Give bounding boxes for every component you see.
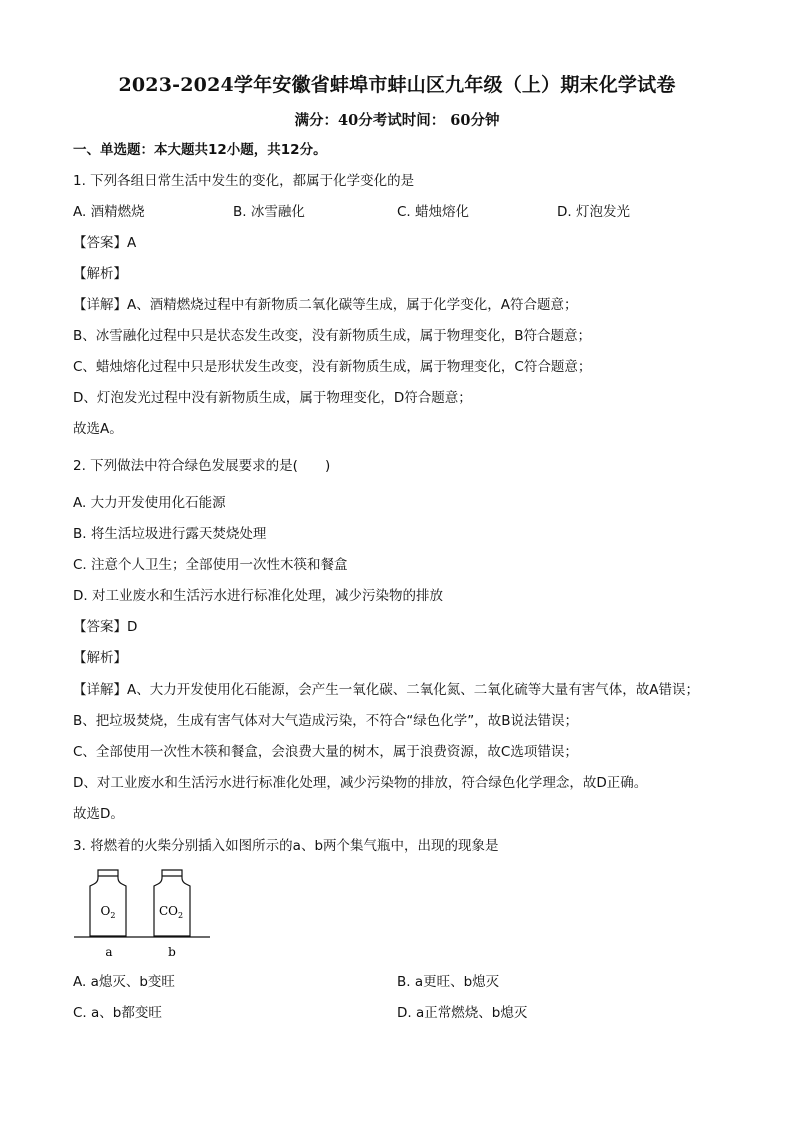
gas-bottles-figure [72,868,212,960]
bottle-b [154,870,190,936]
question-1-answer: 【答案】A [73,235,137,251]
question-3-option-a: A. a熄灭、b变旺 [73,974,175,990]
bottle-b-formula: $CO_2$ [158,904,184,920]
question-1-detail-line: C、蜡烛熔化过程中只是形状发生改变，没有新物质生成，属于物理变化，C符合题意； [73,359,592,375]
question-2-detail-line: D、对工业废水和生活污水进行标准化处理，减少污染物的排放，符合绿色化学理念，故D正确。 [73,775,648,791]
bottle-b-label: b [168,945,176,959]
question-2-option-a: A. 大力开发使用化石能源 [73,495,226,511]
question-2-conclusion: 故选D。 [73,806,124,822]
question-1-detail-line: B、冰雪融化过程中只是状态发生改变，没有新物质生成，属于物理变化，B符合题意； [73,328,592,344]
question-2-option-d: D. 对工业废水和生活污水进行标准化处理，减少污染物的排放 [73,588,443,604]
section-heading: 一、单选题：本大题共12小题，共12分。 [73,142,327,158]
question-3-stem: 3. 将燃着的火柴分别插入如图所示的a、b两个集气瓶中，出现的现象是 [73,838,499,854]
question-2-option-b: B. 将生活垃圾进行露天焚烧处理 [73,526,267,542]
bottle-a-label: a [105,945,113,959]
question-2-answer: 【答案】D [73,619,138,635]
bottle-a-formula: $O_2$ [100,904,116,920]
question-3-option-c: C. a、b都变旺 [73,1005,162,1021]
question-3-option-d: D. a正常燃烧、b熄灭 [397,1005,528,1021]
question-1-analysis-label: 【解析】 [73,266,127,282]
question-1-option-a: A. 酒精燃烧 [73,204,145,220]
question-2-detail-line: 【详解】A、大力开发使用化石能源，会产生一氧化碳、二氧化氮、二氧化硫等大量有害气体，故A错误； [73,682,699,698]
question-1-detail-line: 【详解】A、酒精燃烧过程中有新物质二氧化碳等生成，属于化学变化，A符合题意； [73,297,578,313]
question-3-option-b: B. a更旺、b熄灭 [397,974,500,990]
question-1-detail-line: D、灯泡发光过程中没有新物质生成，属于物理变化，D符合题意； [73,390,472,406]
question-2-detail-line: C、全部使用一次性木筷和餐盒，会浪费大量的树木，属于浪费资源，故C选项错误； [73,744,578,760]
question-2-analysis-label: 【解析】 [73,650,127,666]
question-1-stem: 1. 下列各组日常生活中发生的变化，都属于化学变化的是 [73,173,415,189]
question-1-conclusion: 故选A。 [73,421,123,437]
question-2-option-c: C. 注意个人卫生；全部使用一次性木筷和餐盒 [73,557,348,573]
page-subtitle: 满分：40分考试时间： 60分钟 [294,112,500,129]
page-title: 2023-2024学年安徽省蚌埠市蚌山区九年级（上）期末化学试卷 [118,74,676,96]
question-1-option-c: C. 蜡烛熔化 [397,204,470,220]
question-1-option-d: D. 灯泡发光 [557,204,630,220]
bottle-a [90,870,126,936]
question-1-option-b: B. 冰雪融化 [233,204,305,220]
question-2-detail-line: B、把垃圾焚烧，生成有害气体对大气造成污染，不符合“绿色化学”，故B说法错误； [73,713,579,729]
question-2-stem: 2. 下列做法中符合绿色发展要求的是( ) [73,458,331,474]
